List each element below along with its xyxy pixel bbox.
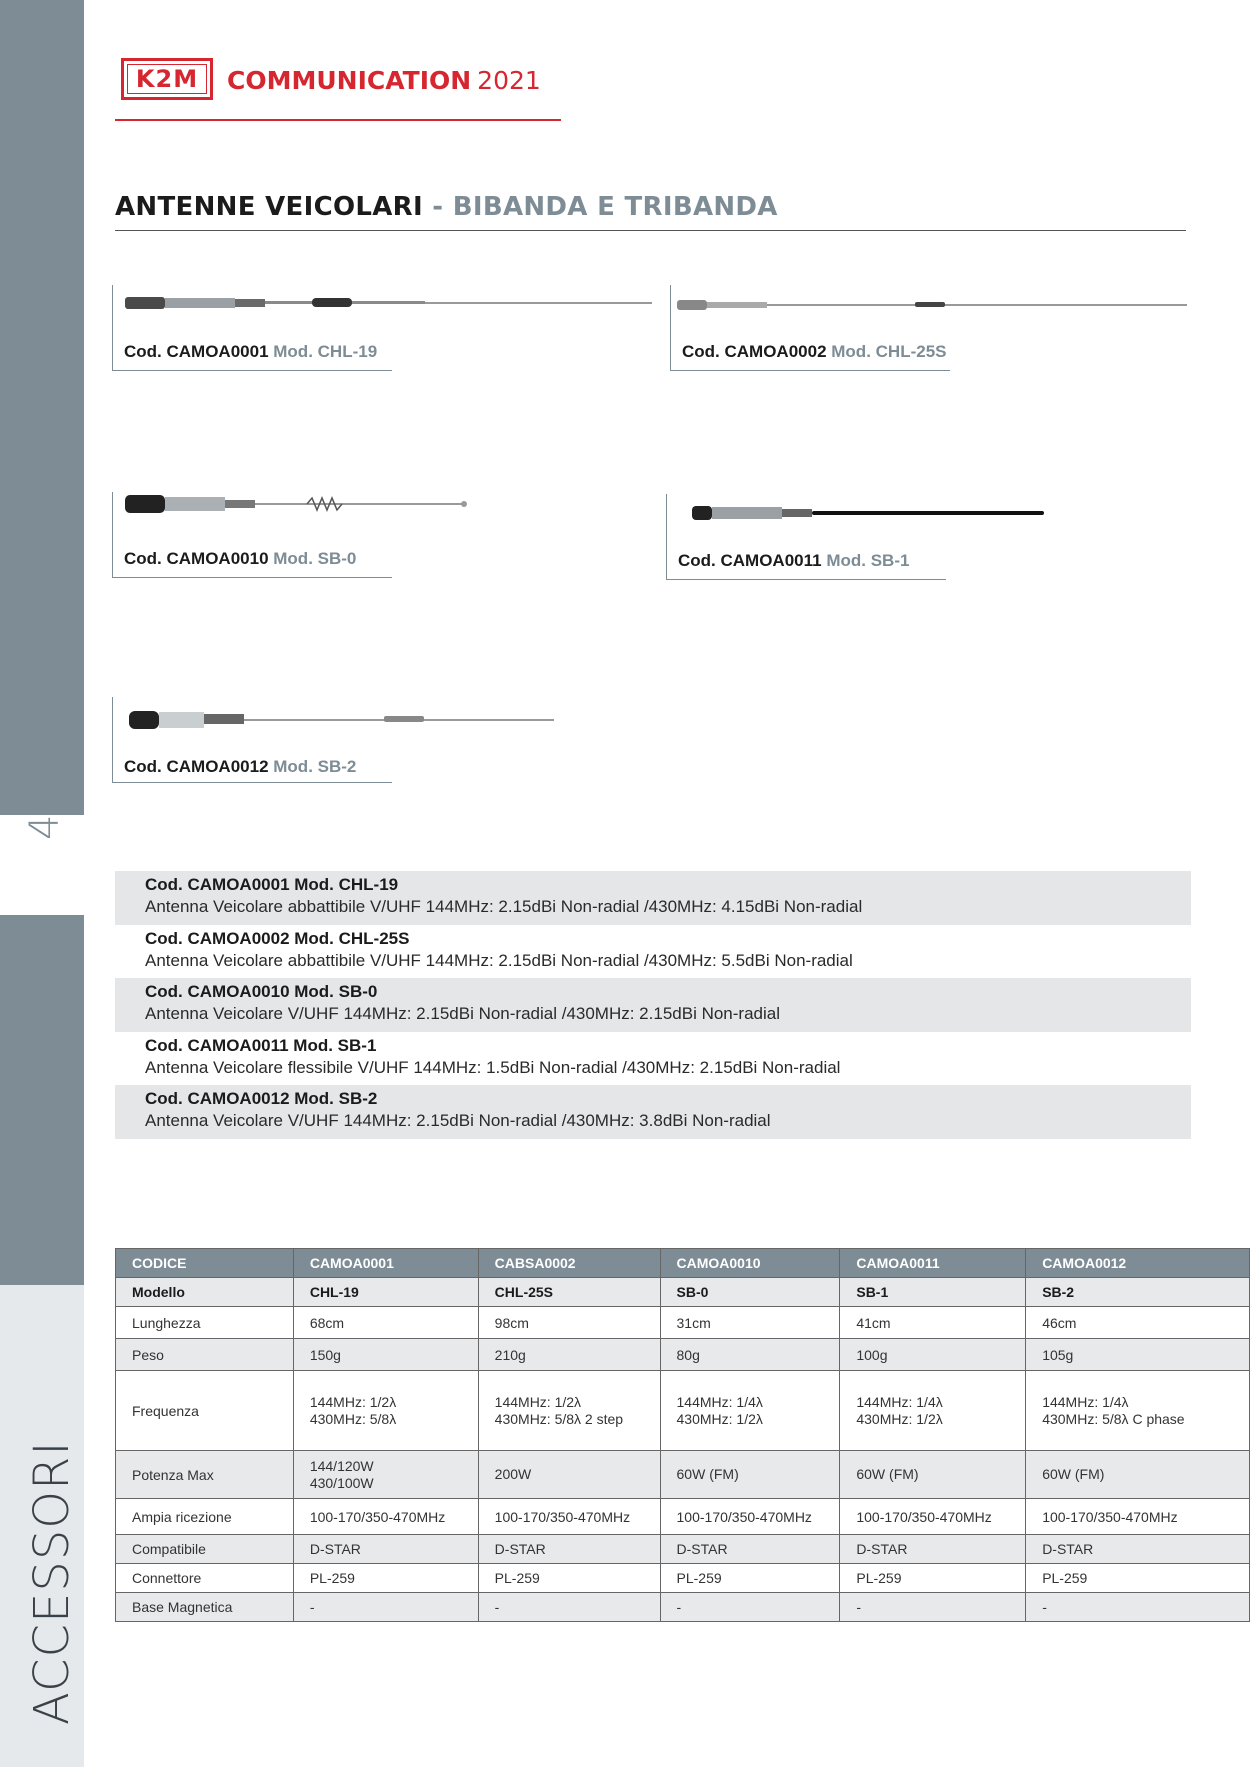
table-row <box>116 1339 1250 1371</box>
table-cell: D-STAR <box>293 1535 478 1564</box>
description-text: Antenna Veicolare V/UHF 144MHz: 2.15dBi Non-radial /430MHz: 2.15dBi Non-radial <box>145 1004 780 1023</box>
table-cell: D-STAR <box>840 1535 1026 1564</box>
table-row <box>116 1499 1250 1535</box>
row-label: Compatibile <box>116 1535 294 1564</box>
row-label: Connettore <box>116 1564 294 1593</box>
description-text: Antenna Veicolare abbattibile V/UHF 144MHz: 2.15dBi Non-radial /430MHz: 4.15dBi Non-radial <box>145 897 863 916</box>
table-cell: D-STAR <box>1026 1535 1250 1564</box>
product-code: Cod. CAMOA0010 <box>124 549 269 568</box>
description-item <box>115 871 1191 925</box>
table-header-row <box>116 1249 1250 1278</box>
row-label: Frequenza <box>116 1371 294 1451</box>
row-label: Potenza Max <box>116 1451 294 1499</box>
antenna-sb1-image <box>666 494 1066 534</box>
table-row <box>116 1278 1250 1307</box>
description-item <box>115 978 1191 1032</box>
table-row <box>116 1307 1250 1339</box>
table-header-cell: CAMOA0001 <box>293 1249 478 1278</box>
description-title: Cod. CAMOA0010 Mod. SB-0 <box>145 982 378 1001</box>
table-cell: 150g <box>293 1339 478 1371</box>
table-cell: 144MHz: 1/4λ 430MHz: 1/2λ <box>840 1371 1026 1451</box>
product-model: Mod. SB-1 <box>826 551 910 570</box>
table-cell: D-STAR <box>478 1535 660 1564</box>
product-card <box>670 285 1200 371</box>
title-divider <box>115 230 1186 231</box>
table-cell: 200W <box>478 1451 660 1499</box>
page-title <box>115 192 778 222</box>
product-code: Cod. CAMOA0001 <box>124 342 269 361</box>
table-cell: PL-259 <box>840 1564 1026 1593</box>
table-cell: SB-2 <box>1026 1278 1250 1307</box>
table-header-cell: CAMOA0012 <box>1026 1249 1250 1278</box>
table-cell: 98cm <box>478 1307 660 1339</box>
sidebar-band-middle <box>0 915 84 1285</box>
description-item <box>115 1032 1191 1086</box>
row-label: Peso <box>116 1339 294 1371</box>
page-title-main: ANTENNE VEICOLARI <box>115 192 423 222</box>
table-cell: 80g <box>660 1339 840 1371</box>
table-cell: 68cm <box>293 1307 478 1339</box>
description-text: Antenna Veicolare flessibile V/UHF 144MHz: 1.5dBi Non-radial /430MHz: 2.15dBi Non-radial <box>145 1057 841 1077</box>
product-description-list <box>115 871 1191 1139</box>
product-code: Cod. CAMOA0011 <box>678 551 822 570</box>
brand-name: COMMUNICATION <box>227 66 472 95</box>
table-cell: PL-259 <box>293 1564 478 1593</box>
table-cell: 100-170/350-470MHz <box>840 1499 1026 1535</box>
table-header-cell: CAMOA0011 <box>840 1249 1026 1278</box>
product-code: Cod. CAMOA0002 <box>682 342 827 361</box>
table-cell: PL-259 <box>1026 1564 1250 1593</box>
row-label: Lunghezza <box>116 1307 294 1339</box>
table-cell: PL-259 <box>478 1564 660 1593</box>
table-cell: SB-0 <box>660 1278 840 1307</box>
product-card <box>112 697 652 783</box>
table-cell: 100-170/350-470MHz <box>660 1499 840 1535</box>
table-cell: 144MHz: 1/2λ 430MHz: 5/8λ <box>293 1371 478 1451</box>
table-cell: CHL-25S <box>478 1278 660 1307</box>
spec-table <box>115 1248 1250 1622</box>
table-cell: 60W (FM) <box>840 1451 1026 1499</box>
table-cell: 144/120W 430/100W <box>293 1451 478 1499</box>
table-cell: 144MHz: 1/2λ 430MHz: 5/8λ 2 step <box>478 1371 660 1451</box>
table-cell: 100-170/350-470MHz <box>1026 1499 1250 1535</box>
table-cell: 144MHz: 1/4λ 430MHz: 1/2λ <box>660 1371 840 1451</box>
table-row <box>116 1451 1250 1499</box>
table-row <box>116 1564 1250 1593</box>
product-model: Mod. CHL-25S <box>831 342 947 361</box>
table-row <box>116 1371 1250 1451</box>
page-number: 46 <box>22 787 68 840</box>
description-title: Cod. CAMOA0012 Mod. SB-2 <box>145 1089 378 1108</box>
brand-year: 2021 <box>477 66 541 95</box>
table-cell: 46cm <box>1026 1307 1250 1339</box>
logo-text: K2M <box>135 65 199 93</box>
description-title: Cod. CAMOA0002 Mod. CHL-25S <box>145 928 410 948</box>
table-cell: 100-170/350-470MHz <box>293 1499 478 1535</box>
description-item <box>115 925 1191 979</box>
product-card <box>112 285 652 371</box>
antenna-sb0-image <box>112 492 472 532</box>
table-header-cell: CABSA0002 <box>478 1249 660 1278</box>
description-title: Cod. CAMOA0011 Mod. SB-1 <box>145 1035 377 1055</box>
table-cell: 105g <box>1026 1339 1250 1371</box>
antenna-chl25s-image <box>670 285 1200 325</box>
table-cell: 31cm <box>660 1307 840 1339</box>
table-cell: 41cm <box>840 1307 1026 1339</box>
table-cell: CHL-19 <box>293 1278 478 1307</box>
antenna-chl19-image <box>112 285 652 325</box>
product-card <box>666 494 1066 580</box>
table-cell: 100-170/350-470MHz <box>478 1499 660 1535</box>
k2m-logo <box>121 58 213 100</box>
table-cell: - <box>660 1593 840 1622</box>
table-cell: - <box>478 1593 660 1622</box>
table-cell: 60W (FM) <box>1026 1451 1250 1499</box>
brand-title <box>227 66 541 95</box>
antenna-sb2-image <box>112 697 652 737</box>
brand-divider <box>115 119 561 121</box>
table-row <box>116 1593 1250 1622</box>
table-cell: 100g <box>840 1339 1026 1371</box>
product-model: Mod. SB-2 <box>273 757 357 776</box>
table-cell: SB-1 <box>840 1278 1026 1307</box>
table-cell: 60W (FM) <box>660 1451 840 1499</box>
product-model: Mod. SB-0 <box>273 549 357 568</box>
table-header-cell: CAMOA0010 <box>660 1249 840 1278</box>
page-title-sub: - BIBANDA E TRIBANDA <box>422 192 778 222</box>
table-cell: - <box>1026 1593 1250 1622</box>
product-model: Mod. CHL-19 <box>273 342 378 361</box>
product-card <box>112 492 472 578</box>
product-code: Cod. CAMOA0012 <box>124 757 269 776</box>
row-label: Modello <box>116 1278 294 1307</box>
description-item <box>115 1085 1191 1139</box>
table-cell: PL-259 <box>660 1564 840 1593</box>
table-header-cell: CODICE <box>116 1249 294 1278</box>
row-label: Ampia ricezione <box>116 1499 294 1535</box>
table-cell: - <box>293 1593 478 1622</box>
table-cell: 144MHz: 1/4λ 430MHz: 5/8λ C phase <box>1026 1371 1250 1451</box>
table-cell: - <box>840 1593 1026 1622</box>
description-text: Antenna Veicolare V/UHF 144MHz: 2.15dBi Non-radial /430MHz: 3.8dBi Non-radial <box>145 1111 771 1130</box>
table-cell: 210g <box>478 1339 660 1371</box>
section-label: ACCESSORI <box>24 1440 80 1725</box>
description-text: Antenna Veicolare abbattibile V/UHF 144MHz: 2.15dBi Non-radial /430MHz: 5.5dBi Non-radial <box>145 950 853 970</box>
table-cell: D-STAR <box>660 1535 840 1564</box>
row-label: Base Magnetica <box>116 1593 294 1622</box>
description-title: Cod. CAMOA0001 Mod. CHL-19 <box>145 875 399 894</box>
table-row <box>116 1535 1250 1564</box>
